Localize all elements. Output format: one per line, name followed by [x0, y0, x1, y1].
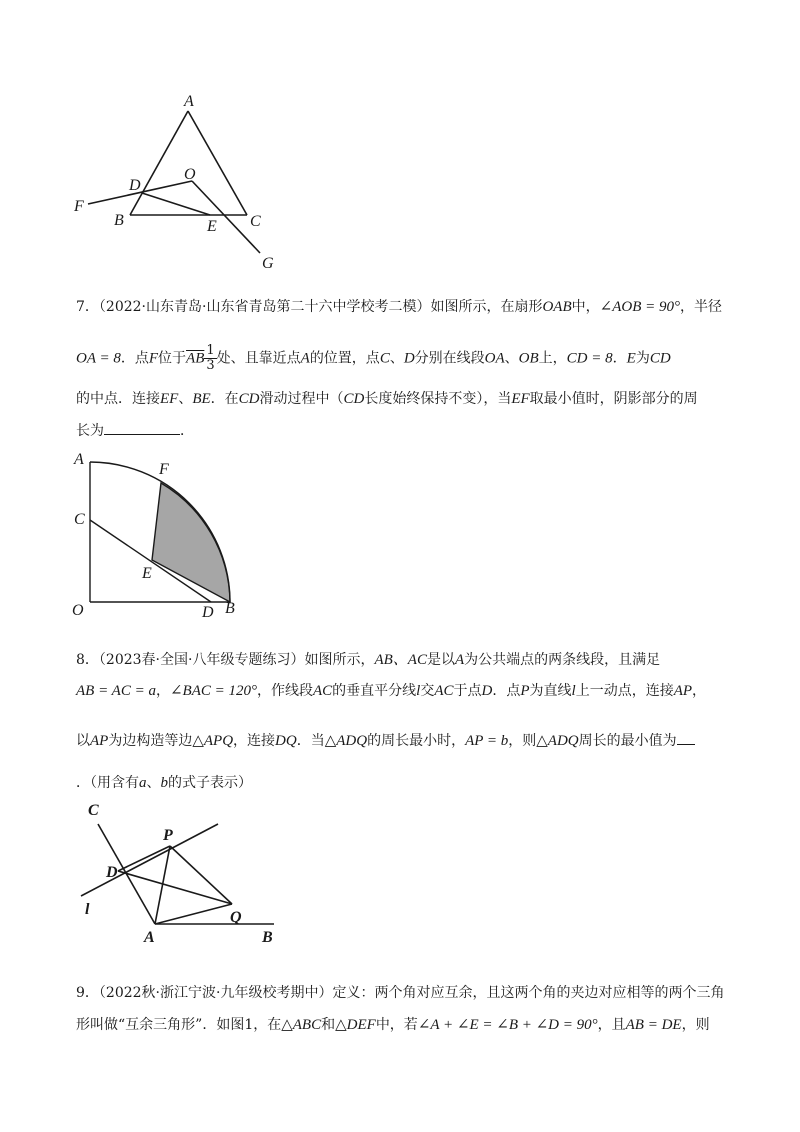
q8-var-b: b	[160, 775, 168, 791]
q8-text: ．（用含有	[76, 775, 139, 791]
q8-source: （2023春·全国·八年级专题练习）	[98, 652, 305, 668]
q8-eq2: ∠BAC = 120°	[169, 683, 257, 699]
q7-text: 、	[389, 350, 404, 367]
q7-text: 、	[178, 391, 193, 407]
q7-text: 为	[635, 350, 650, 367]
q7-fraction	[204, 344, 216, 373]
q7-seg-ef: EF	[160, 391, 179, 407]
q8-text: 上一动点，连接	[575, 683, 674, 699]
q7-frac-num: 1	[206, 343, 215, 358]
q7-point-e: E	[626, 350, 636, 367]
label-E: E	[207, 218, 217, 235]
q7-seg-ob: OB	[518, 350, 539, 367]
q7-point-f: F	[148, 350, 159, 367]
q8-text: ，	[155, 683, 170, 699]
q8-text: 为公共端点的两条线段，且满足	[464, 652, 661, 668]
q7-seg-ef: EF	[511, 391, 530, 407]
q8-line-1	[76, 648, 660, 669]
q9-line-1	[76, 982, 724, 1002]
q7-seg-cd: CD	[343, 391, 365, 407]
q7-seg-cd: CD	[649, 350, 671, 367]
q7-point-c: C	[379, 350, 390, 367]
label-A: A	[184, 93, 194, 110]
q9-text: 中，若	[375, 1017, 418, 1033]
q7-text: 位于	[158, 350, 187, 367]
q8-text: ，则	[508, 733, 537, 749]
q8-text: 是以	[426, 652, 455, 668]
q8-ap-b: AP = b	[465, 733, 509, 749]
q7-sector: OAB	[542, 299, 572, 315]
q7-line-3	[76, 388, 698, 408]
label-Q: Q	[230, 909, 242, 926]
q8-text: ，连接	[233, 733, 276, 749]
q7-point-d: D	[403, 350, 415, 367]
q8-ab-ac: AB、AC	[374, 652, 427, 668]
q7-line-1	[76, 296, 722, 316]
q8-text: ，	[692, 683, 707, 699]
label-D: D	[129, 177, 141, 194]
label-C: C	[74, 511, 85, 528]
q8-triangle-adq: △ADQ	[536, 733, 579, 749]
q8-line-2	[76, 680, 706, 700]
q8-text: 、	[146, 775, 161, 791]
q8-eq1: AB = AC = a	[76, 683, 156, 699]
q8-seg-dq: DQ	[275, 733, 297, 749]
q8-text: 的周长最小时，	[367, 733, 466, 749]
q7-cd: CD = 8	[566, 350, 613, 367]
q7-text: ，半径	[679, 299, 722, 315]
q8-line-l: l	[571, 683, 576, 699]
q7-source: （2022·山东青岛·山东省青岛第二十六中学校考二模）	[98, 299, 431, 315]
q8-seg-ac: AC	[313, 683, 333, 699]
q8-point-d: D	[481, 683, 493, 699]
q8-point-a: A	[454, 652, 465, 668]
q8-text: 以	[76, 733, 90, 749]
q9-eq2: AB = DE	[625, 1017, 682, 1033]
label-F: F	[74, 198, 84, 215]
q8-text: 如图所示，	[304, 652, 375, 668]
q8-line-3	[76, 730, 695, 750]
q8-line-l: l	[416, 683, 421, 699]
q7-text: 的位置，点	[309, 350, 380, 367]
q8-triangle-adq: △ADQ	[324, 733, 368, 749]
apq-figure	[68, 796, 298, 956]
q7-text: ．点	[120, 350, 149, 367]
q8-text: 为边构造等边	[108, 733, 193, 749]
label-B: B	[225, 600, 235, 617]
q8-text: 为直线	[529, 683, 572, 699]
label-P: P	[163, 827, 173, 844]
q7-text: 处、且靠近点	[216, 350, 301, 367]
label-l: l	[85, 901, 90, 918]
q9-text: 和	[321, 1017, 336, 1033]
q7-text: 、	[504, 350, 519, 367]
label-O: O	[72, 602, 84, 619]
q7-text: ．在	[210, 391, 239, 407]
q9-source: （2022秋·浙江宁波·九年级校考期中）	[98, 985, 333, 1001]
label-D: D	[202, 604, 214, 620]
q7-seg-be: BE	[192, 391, 211, 407]
q7-text: 滑动过程中（	[259, 391, 344, 407]
label-C: C	[88, 802, 99, 819]
q9-text: ，且	[597, 1017, 626, 1033]
label-A: A	[144, 929, 155, 946]
q9-text: ，则	[681, 1017, 710, 1033]
sector-figure	[62, 445, 282, 620]
q7-angle: ∠AOB = 90°	[599, 299, 680, 315]
label-B: B	[114, 212, 124, 229]
q8-text: ．当	[296, 733, 325, 749]
q7-text: ．	[612, 350, 627, 367]
q7-frac-den: 3	[206, 358, 215, 373]
q8-text: 的垂直平分线	[332, 683, 417, 699]
label-E: E	[142, 565, 152, 582]
q8-text: 周长的最小值为	[578, 733, 677, 749]
q7-text: 中，	[571, 299, 600, 315]
q7-line-4	[76, 420, 194, 440]
q7-arc: $\overline{AB}$	[186, 350, 205, 367]
q7-number: 7．	[76, 299, 99, 315]
q9-eq1: ∠A + ∠E = ∠B + ∠D = 90°	[417, 1017, 598, 1033]
q9-text: 形叫做“互余三角形”．如图1，在	[76, 1017, 282, 1033]
q8-seg-ap: AP	[90, 733, 109, 749]
q8-seg-ac: AC	[434, 683, 454, 699]
q8-var-a: a	[139, 775, 147, 791]
q7-text: 的中点．连接	[76, 391, 160, 407]
label-O: O	[184, 166, 196, 183]
q8-triangle-apq: △APQ	[192, 733, 234, 749]
q8-text: 的式子表示）	[168, 775, 252, 791]
label-C: C	[250, 213, 261, 230]
label-G: G	[262, 255, 274, 272]
q7-answer-blank[interactable]	[104, 420, 180, 435]
label-D: D	[106, 864, 118, 881]
q8-text: ，作线段	[257, 683, 313, 699]
q9-number: 9．	[76, 985, 99, 1001]
q8-text: ．点	[492, 683, 521, 699]
q7-text: 上，	[538, 350, 567, 367]
q8-point-p: P	[520, 683, 530, 699]
q8-line-4	[76, 772, 252, 792]
q7-text: 长度始终保持不变），当	[364, 391, 512, 407]
q7-text: 分别在线段	[414, 350, 485, 367]
q7-point-a: A	[300, 350, 310, 367]
label-B: B	[262, 929, 273, 946]
q7-seg-cd: CD	[238, 391, 260, 407]
q8-text: 交	[420, 683, 435, 699]
label-F: F	[159, 461, 169, 478]
q7-text: 长为	[76, 423, 104, 439]
q7-text: 取最小值时，阴影部分的周	[529, 391, 698, 407]
q8-seg-ap: AP	[673, 683, 693, 699]
q8-number: 8．	[76, 652, 99, 668]
q7-seg-oa: OA	[484, 350, 505, 367]
q8-text: 于点	[453, 683, 482, 699]
q7-text: ．	[180, 423, 194, 439]
q7-text: 如图所示，在扇形	[430, 299, 543, 315]
q9-triangle-abc: △ABC	[281, 1017, 322, 1033]
label-A: A	[74, 451, 84, 468]
q7-line-2	[76, 344, 671, 373]
q7-oa: OA = 8	[76, 350, 121, 367]
q9-triangle-def: △DEF	[335, 1017, 376, 1033]
triangle-figure	[60, 88, 290, 278]
q9-text: 定义：两个角对应互余，且这两个角的夹边对应相等的两个三角	[332, 985, 725, 1001]
q8-answer-blank[interactable]	[677, 730, 695, 745]
q9-line-2	[76, 1014, 710, 1034]
